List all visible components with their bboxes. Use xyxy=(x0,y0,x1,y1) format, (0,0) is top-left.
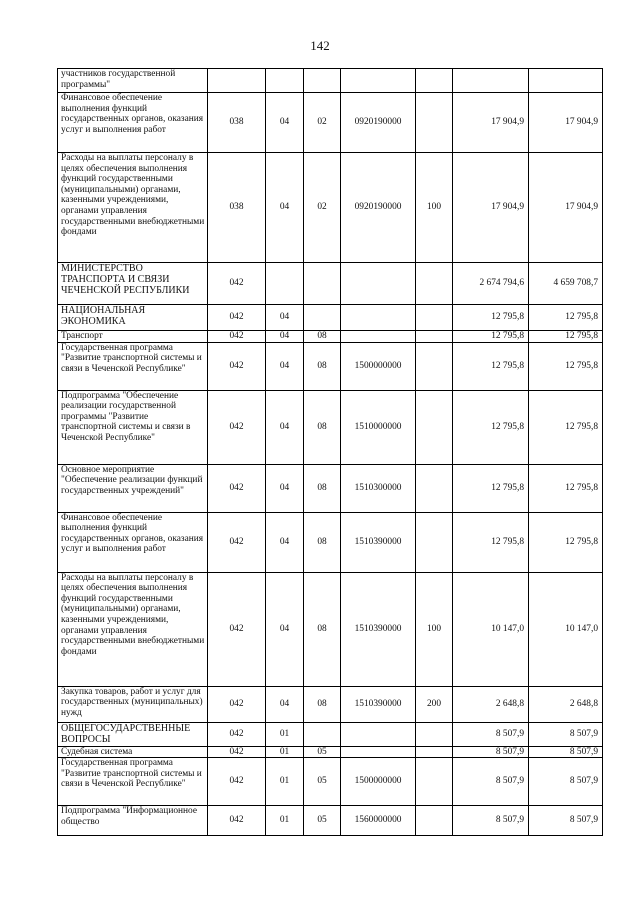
target-article-cell xyxy=(341,331,416,343)
expense-type-cell xyxy=(416,758,453,806)
budget-table xyxy=(57,68,603,836)
amount-year-1-cell: 8 507,9 xyxy=(453,746,529,758)
target-article-cell: 1500000000 xyxy=(341,342,416,390)
subsection-code-cell: 08 xyxy=(304,512,341,572)
section-code-cell: 04 xyxy=(266,464,304,512)
target-article-cell xyxy=(341,69,416,93)
target-article-cell: 0920190000 xyxy=(341,153,416,263)
target-article-cell xyxy=(341,305,416,331)
amount-year-1-cell: 12 795,8 xyxy=(453,390,529,464)
target-article-cell: 1510390000 xyxy=(341,572,416,686)
ministry-code-cell: 042 xyxy=(208,342,266,390)
expense-type-cell xyxy=(416,746,453,758)
expense-type-cell: 100 xyxy=(416,572,453,686)
expense-type-cell xyxy=(416,263,453,305)
row-name-cell: Основное мероприятие "Обеспечение реализации функций государственных учреждений" xyxy=(58,464,208,512)
subsection-code-cell xyxy=(304,305,341,331)
table-row xyxy=(58,464,603,512)
amount-year-1-cell: 2 674 794,6 xyxy=(453,263,529,305)
table-row xyxy=(58,342,603,390)
section-code-cell: 04 xyxy=(266,390,304,464)
ministry-code-cell: 042 xyxy=(208,512,266,572)
ministry-code-cell: 042 xyxy=(208,572,266,686)
row-name-cell: Финансовое обеспечение выполнения функций государственных органов, оказания услуг и выполнения работ xyxy=(58,512,208,572)
ministry-code-cell: 042 xyxy=(208,390,266,464)
amount-year-1-cell: 12 795,8 xyxy=(453,331,529,343)
row-name-cell: Судебная система xyxy=(58,746,208,758)
amount-year-1-cell: 12 795,8 xyxy=(453,464,529,512)
subsection-code-cell xyxy=(304,263,341,305)
expense-type-cell xyxy=(416,93,453,153)
subsection-code-cell xyxy=(304,69,341,93)
amount-year-1-cell: 8 507,9 xyxy=(453,806,529,836)
target-article-cell xyxy=(341,722,416,746)
table-body xyxy=(58,69,603,836)
ministry-code-cell: 042 xyxy=(208,331,266,343)
table-row xyxy=(58,806,603,836)
subsection-code-cell: 02 xyxy=(304,153,341,263)
amount-year-2-cell: 12 795,8 xyxy=(529,331,603,343)
target-article-cell: 1510390000 xyxy=(341,512,416,572)
row-name-cell: Расходы на выплаты персоналу в целях обеспечения выполнения функций государственными (муниципальными) органами, казенными учреждениями, органами управления государственными внебюджетными фондами xyxy=(58,153,208,263)
ministry-code-cell: 042 xyxy=(208,758,266,806)
ministry-code-cell: 038 xyxy=(208,93,266,153)
row-name-cell: Подпрограмма "Информационное общество xyxy=(58,806,208,836)
section-code-cell: 01 xyxy=(266,806,304,836)
ministry-code-cell: 042 xyxy=(208,686,266,722)
section-code-cell: 04 xyxy=(266,342,304,390)
expense-type-cell: 100 xyxy=(416,153,453,263)
ministry-code-cell: 042 xyxy=(208,464,266,512)
section-code-cell xyxy=(266,263,304,305)
row-name-cell: Государственная программа "Развитие транспортной системы и связи в Чеченской Республике" xyxy=(58,758,208,806)
section-code-cell: 04 xyxy=(266,512,304,572)
amount-year-2-cell: 2 648,8 xyxy=(529,686,603,722)
subsection-code-cell: 08 xyxy=(304,331,341,343)
amount-year-1-cell xyxy=(453,69,529,93)
expense-type-cell xyxy=(416,722,453,746)
section-code-cell: 01 xyxy=(266,758,304,806)
amount-year-2-cell: 12 795,8 xyxy=(529,390,603,464)
expense-type-cell xyxy=(416,69,453,93)
amount-year-2-cell xyxy=(529,69,603,93)
amount-year-2-cell: 17 904,9 xyxy=(529,153,603,263)
target-article-cell xyxy=(341,746,416,758)
target-article-cell: 1510300000 xyxy=(341,464,416,512)
ministry-code-cell: 038 xyxy=(208,153,266,263)
amount-year-1-cell: 8 507,9 xyxy=(453,758,529,806)
amount-year-1-cell: 17 904,9 xyxy=(453,153,529,263)
ministry-code-cell: 042 xyxy=(208,263,266,305)
table-row xyxy=(58,512,603,572)
section-code-cell: 04 xyxy=(266,686,304,722)
amount-year-1-cell: 2 648,8 xyxy=(453,686,529,722)
subsection-code-cell: 05 xyxy=(304,806,341,836)
row-name-cell: Транспорт xyxy=(58,331,208,343)
section-code-cell: 01 xyxy=(266,722,304,746)
subsection-code-cell: 02 xyxy=(304,93,341,153)
subsection-code-cell: 08 xyxy=(304,342,341,390)
subsection-code-cell: 05 xyxy=(304,746,341,758)
target-article-cell: 1560000000 xyxy=(341,806,416,836)
amount-year-1-cell: 17 904,9 xyxy=(453,93,529,153)
row-name-cell: Закупка товаров, работ и услуг для государственных (муниципальных) нужд xyxy=(58,686,208,722)
section-code-cell: 04 xyxy=(266,305,304,331)
table-row xyxy=(58,305,603,331)
amount-year-2-cell: 8 507,9 xyxy=(529,746,603,758)
amount-year-2-cell: 8 507,9 xyxy=(529,722,603,746)
table-row xyxy=(58,153,603,263)
table-row xyxy=(58,69,603,93)
target-article-cell: 1510390000 xyxy=(341,686,416,722)
expense-type-cell xyxy=(416,305,453,331)
amount-year-1-cell: 10 147,0 xyxy=(453,572,529,686)
expense-type-cell xyxy=(416,464,453,512)
subsection-code-cell: 08 xyxy=(304,686,341,722)
section-code-cell xyxy=(266,69,304,93)
amount-year-2-cell: 8 507,9 xyxy=(529,806,603,836)
amount-year-1-cell: 12 795,8 xyxy=(453,512,529,572)
row-name-cell: НАЦИОНАЛЬНАЯ ЭКОНОМИКА xyxy=(58,305,208,331)
table-row xyxy=(58,331,603,343)
amount-year-2-cell: 12 795,8 xyxy=(529,342,603,390)
subsection-code-cell: 08 xyxy=(304,390,341,464)
section-code-cell: 04 xyxy=(266,153,304,263)
table-row xyxy=(58,758,603,806)
amount-year-2-cell: 12 795,8 xyxy=(529,305,603,331)
subsection-code-cell: 08 xyxy=(304,464,341,512)
target-article-cell: 1510000000 xyxy=(341,390,416,464)
row-name-cell: Государственная программа "Развитие транспортной системы и связи в Чеченской Республике" xyxy=(58,342,208,390)
amount-year-2-cell: 10 147,0 xyxy=(529,572,603,686)
amount-year-1-cell: 12 795,8 xyxy=(453,342,529,390)
table-row xyxy=(58,746,603,758)
amount-year-2-cell: 8 507,9 xyxy=(529,758,603,806)
row-name-cell: МИНИСТЕРСТВО ТРАНСПОРТА И СВЯЗИ ЧЕЧЕНСКОЙ РЕСПУБЛИКИ xyxy=(58,263,208,305)
table-row xyxy=(58,263,603,305)
ministry-code-cell: 042 xyxy=(208,806,266,836)
section-code-cell: 04 xyxy=(266,331,304,343)
target-article-cell: 1500000000 xyxy=(341,758,416,806)
section-code-cell: 04 xyxy=(266,93,304,153)
amount-year-2-cell: 12 795,8 xyxy=(529,464,603,512)
table-row xyxy=(58,390,603,464)
expense-type-cell xyxy=(416,331,453,343)
expense-type-cell: 200 xyxy=(416,686,453,722)
ministry-code-cell: 042 xyxy=(208,722,266,746)
target-article-cell: 0920190000 xyxy=(341,93,416,153)
ministry-code-cell: 042 xyxy=(208,305,266,331)
row-name-cell: Расходы на выплаты персоналу в целях обеспечения выполнения функций государственными (муниципальными) органами, казенными учреждениями, органами управления государственными внебюджетными фондами xyxy=(58,572,208,686)
ministry-code-cell: 042 xyxy=(208,746,266,758)
row-name-cell: Финансовое обеспечение выполнения функций государственных органов, оказания услуг и выполнения работ xyxy=(58,93,208,153)
amount-year-2-cell: 4 659 708,7 xyxy=(529,263,603,305)
amount-year-1-cell: 8 507,9 xyxy=(453,722,529,746)
table-row xyxy=(58,572,603,686)
row-name-cell: Подпрограмма "Обеспечение реализации государственной программы "Развитие транспортной системы и связи в Чеченской Республике" xyxy=(58,390,208,464)
table-row xyxy=(58,686,603,722)
expense-type-cell xyxy=(416,512,453,572)
amount-year-2-cell: 17 904,9 xyxy=(529,93,603,153)
table-row xyxy=(58,93,603,153)
table-row xyxy=(58,722,603,746)
ministry-code-cell xyxy=(208,69,266,93)
page-number: 142 xyxy=(310,38,330,53)
expense-type-cell xyxy=(416,390,453,464)
section-code-cell: 04 xyxy=(266,572,304,686)
amount-year-2-cell: 12 795,8 xyxy=(529,512,603,572)
subsection-code-cell: 05 xyxy=(304,758,341,806)
subsection-code-cell: 08 xyxy=(304,572,341,686)
row-name-cell: ОБЩЕГОСУДАРСТВЕННЫЕ ВОПРОСЫ xyxy=(58,722,208,746)
amount-year-1-cell: 12 795,8 xyxy=(453,305,529,331)
expense-type-cell xyxy=(416,342,453,390)
subsection-code-cell xyxy=(304,722,341,746)
expense-type-cell xyxy=(416,806,453,836)
section-code-cell: 01 xyxy=(266,746,304,758)
target-article-cell xyxy=(341,263,416,305)
row-name-cell: участников государственной программы" xyxy=(58,69,208,93)
